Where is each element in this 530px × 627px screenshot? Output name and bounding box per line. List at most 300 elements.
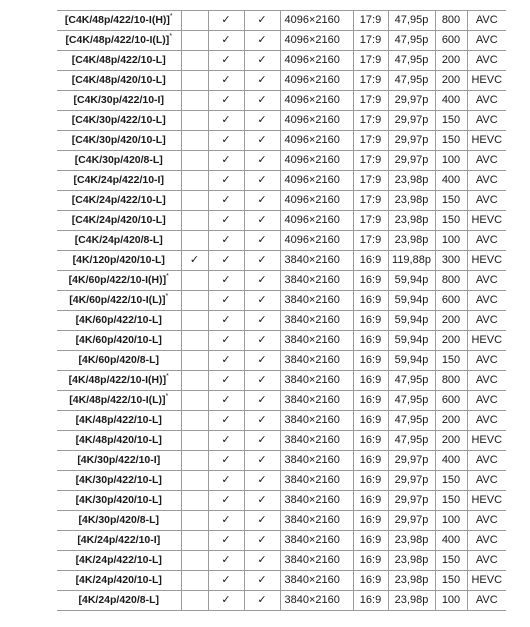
quality-name-cell (57, 11, 181, 31)
codec-cell: HEVC (467, 131, 506, 151)
quality-name-cell (57, 471, 181, 491)
resolution-cell: 3840×2160 (280, 271, 353, 291)
aspect-ratio-cell: 16:9 (353, 511, 388, 531)
quality-name-cell (57, 311, 181, 331)
mode-check-2: ✓ (208, 91, 244, 111)
mode-check-2: ✓ (208, 31, 244, 51)
mode-check-2: ✓ (208, 171, 244, 191)
quality-name-cell (57, 531, 181, 551)
table-row (57, 391, 506, 411)
mode-check-1 (181, 51, 208, 71)
bitrate-cell: 800 (435, 11, 467, 31)
bitrate-cell: 400 (435, 451, 467, 471)
aspect-ratio-cell: 17:9 (353, 111, 388, 131)
aspect-ratio-cell: 17:9 (353, 191, 388, 211)
mode-check-3: ✓ (244, 371, 280, 391)
mode-check-2: ✓ (208, 411, 244, 431)
mode-check-3: ✓ (244, 571, 280, 591)
mode-check-1 (181, 11, 208, 31)
quality-name: [4K/60p/422/10-I(H)] (68, 274, 167, 287)
aspect-ratio-cell: 16:9 (353, 291, 388, 311)
aspect-ratio-cell: 17:9 (353, 91, 388, 111)
resolution-cell: 3840×2160 (280, 291, 353, 311)
mode-check-2: ✓ (208, 351, 244, 371)
quality-name: [C4K/30p/420/8-L] (74, 154, 163, 167)
mode-check-3: ✓ (244, 351, 280, 371)
mode-check-3: ✓ (244, 171, 280, 191)
resolution-cell: 3840×2160 (280, 471, 353, 491)
mode-check-2: ✓ (208, 551, 244, 571)
codec-cell: AVC (467, 471, 506, 491)
bitrate-cell: 600 (435, 391, 467, 411)
frame-rate-cell: 47,95p (388, 431, 435, 451)
table-row (57, 411, 506, 431)
codec-cell: AVC (467, 591, 506, 611)
quality-name: [C4K/24p/422/10-I] (73, 174, 164, 187)
bitrate-cell: 400 (435, 171, 467, 191)
resolution-cell: 4096×2160 (280, 231, 353, 251)
aspect-ratio-cell: 16:9 (353, 351, 388, 371)
table-row (57, 591, 506, 611)
mode-check-3: ✓ (244, 251, 280, 271)
quality-name-cell (57, 411, 181, 431)
quality-name: [4K/120p/420/10-L] (72, 254, 165, 267)
mode-check-3: ✓ (244, 451, 280, 471)
quality-name: [4K/60p/422/10-I(L)] (69, 294, 166, 307)
mode-check-3: ✓ (244, 411, 280, 431)
mode-check-3: ✓ (244, 71, 280, 91)
codec-cell: AVC (467, 351, 506, 371)
aspect-ratio-cell: 16:9 (353, 471, 388, 491)
quality-name-cell (57, 191, 181, 211)
aspect-ratio-cell: 17:9 (353, 211, 388, 231)
quality-name-cell (57, 351, 181, 371)
mode-check-3: ✓ (244, 231, 280, 251)
footnote-marker: * (166, 273, 169, 281)
footnote-marker: * (169, 33, 173, 41)
table-row (57, 351, 506, 371)
mode-check-3: ✓ (244, 551, 280, 571)
mode-check-3: ✓ (244, 391, 280, 411)
resolution-cell: 3840×2160 (280, 431, 353, 451)
mode-check-3: ✓ (244, 491, 280, 511)
mode-check-3: ✓ (244, 151, 280, 171)
mode-check-2: ✓ (208, 271, 244, 291)
resolution-cell: 4096×2160 (280, 131, 353, 151)
quality-name-cell (57, 591, 181, 611)
quality-name: [C4K/48p/420/10-L] (71, 74, 166, 87)
mode-check-3: ✓ (244, 511, 280, 531)
mode-check-3: ✓ (244, 311, 280, 331)
mode-check-3: ✓ (244, 271, 280, 291)
resolution-cell: 4096×2160 (280, 71, 353, 91)
table-row (57, 171, 506, 191)
codec-cell: AVC (467, 311, 506, 331)
frame-rate-cell: 23,98p (388, 531, 435, 551)
quality-name-cell (57, 511, 181, 531)
footnote-marker: * (165, 293, 169, 301)
mode-check-2: ✓ (208, 131, 244, 151)
resolution-cell: 3840×2160 (280, 351, 353, 371)
bitrate-cell: 800 (435, 371, 467, 391)
aspect-ratio-cell: 16:9 (353, 311, 388, 331)
mode-check-2: ✓ (208, 371, 244, 391)
quality-name: [C4K/48p/422/10-I(L)] (65, 34, 170, 47)
quality-name-cell (57, 251, 181, 271)
footnote-marker: * (166, 373, 169, 381)
quality-name-cell (57, 131, 181, 151)
codec-cell: AVC (467, 191, 506, 211)
mode-check-2: ✓ (208, 251, 244, 271)
aspect-ratio-cell: 17:9 (353, 131, 388, 151)
quality-name: [C4K/30p/422/10-I] (73, 94, 164, 107)
bitrate-cell: 150 (435, 351, 467, 371)
table-row (57, 371, 506, 391)
table-row (57, 491, 506, 511)
bitrate-cell: 400 (435, 91, 467, 111)
quality-name: [4K/60p/420/8-L] (78, 354, 160, 367)
mode-check-3: ✓ (244, 31, 280, 51)
frame-rate-cell: 29,97p (388, 511, 435, 531)
mode-check-1 (181, 451, 208, 471)
quality-name: [C4K/24p/422/10-L] (71, 194, 166, 207)
table-row (57, 271, 506, 291)
table-row (57, 31, 506, 51)
table-row (57, 331, 506, 351)
quality-name-cell (57, 551, 181, 571)
codec-cell: AVC (467, 271, 506, 291)
table-row (57, 311, 506, 331)
quality-name-cell (57, 231, 181, 251)
quality-name: [C4K/48p/422/10-I(H)] (64, 14, 170, 27)
bitrate-cell: 150 (435, 211, 467, 231)
mode-check-2: ✓ (208, 451, 244, 471)
codec-cell: AVC (467, 531, 506, 551)
mode-check-1 (181, 571, 208, 591)
mode-check-2: ✓ (208, 491, 244, 511)
mode-check-3: ✓ (244, 191, 280, 211)
quality-name-cell (57, 211, 181, 231)
mode-check-2: ✓ (208, 591, 244, 611)
table-row (57, 71, 506, 91)
mode-check-1 (181, 71, 208, 91)
bitrate-cell: 600 (435, 291, 467, 311)
table-row (57, 211, 506, 231)
frame-rate-cell: 47,95p (388, 71, 435, 91)
codec-cell: AVC (467, 151, 506, 171)
frame-rate-cell: 23,98p (388, 191, 435, 211)
bitrate-cell: 200 (435, 411, 467, 431)
bitrate-cell: 200 (435, 51, 467, 71)
quality-name: [4K/24p/420/8-L] (78, 594, 160, 607)
aspect-ratio-cell: 16:9 (353, 271, 388, 291)
mode-check-1 (181, 311, 208, 331)
quality-name-cell (57, 571, 181, 591)
footnote-marker: * (169, 13, 173, 21)
frame-rate-cell: 23,98p (388, 231, 435, 251)
frame-rate-cell: 47,95p (388, 11, 435, 31)
mode-check-3: ✓ (244, 211, 280, 231)
frame-rate-cell: 119,88p (388, 251, 435, 271)
table-row (57, 191, 506, 211)
bitrate-cell: 150 (435, 551, 467, 571)
frame-rate-cell: 47,95p (388, 411, 435, 431)
aspect-ratio-cell: 16:9 (353, 391, 388, 411)
mode-check-1 (181, 431, 208, 451)
resolution-cell: 3840×2160 (280, 371, 353, 391)
frame-rate-cell: 23,98p (388, 571, 435, 591)
quality-name: [C4K/30p/420/10-L] (71, 134, 166, 147)
bitrate-cell: 200 (435, 71, 467, 91)
bitrate-cell: 200 (435, 331, 467, 351)
resolution-cell: 4096×2160 (280, 171, 353, 191)
bitrate-cell: 200 (435, 431, 467, 451)
resolution-cell: 3840×2160 (280, 491, 353, 511)
aspect-ratio-cell: 17:9 (353, 151, 388, 171)
table-row (57, 251, 506, 271)
recording-quality-table (57, 10, 506, 611)
codec-cell: AVC (467, 451, 506, 471)
resolution-cell: 3840×2160 (280, 591, 353, 611)
aspect-ratio-cell: 16:9 (353, 591, 388, 611)
table-row (57, 11, 506, 31)
frame-rate-cell: 29,97p (388, 451, 435, 471)
quality-name-cell (57, 391, 181, 411)
bitrate-cell: 200 (435, 311, 467, 331)
codec-cell: AVC (467, 11, 506, 31)
resolution-cell: 4096×2160 (280, 31, 353, 51)
mode-check-1 (181, 171, 208, 191)
aspect-ratio-cell: 17:9 (353, 51, 388, 71)
bitrate-cell: 300 (435, 251, 467, 271)
resolution-cell: 3840×2160 (280, 531, 353, 551)
mode-check-2: ✓ (208, 471, 244, 491)
quality-name-cell (57, 91, 181, 111)
table-row (57, 51, 506, 71)
table-row (57, 531, 506, 551)
mode-check-2: ✓ (208, 311, 244, 331)
bitrate-cell: 150 (435, 191, 467, 211)
codec-cell: AVC (467, 551, 506, 571)
table-row (57, 151, 506, 171)
mode-check-3: ✓ (244, 111, 280, 131)
frame-rate-cell: 47,95p (388, 31, 435, 51)
quality-name: [4K/24p/420/10-L] (75, 574, 162, 587)
frame-rate-cell: 29,97p (388, 471, 435, 491)
quality-name-cell (57, 111, 181, 131)
codec-cell: AVC (467, 371, 506, 391)
mode-check-2: ✓ (208, 11, 244, 31)
bitrate-cell: 150 (435, 491, 467, 511)
codec-cell: HEVC (467, 491, 506, 511)
bitrate-cell: 150 (435, 471, 467, 491)
mode-check-1 (181, 471, 208, 491)
resolution-cell: 4096×2160 (280, 111, 353, 131)
mode-check-1 (181, 351, 208, 371)
resolution-cell: 3840×2160 (280, 251, 353, 271)
table-row (57, 111, 506, 131)
bitrate-cell: 150 (435, 571, 467, 591)
frame-rate-cell: 59,94p (388, 271, 435, 291)
mode-check-3: ✓ (244, 11, 280, 31)
quality-name: [4K/48p/422/10-L] (75, 414, 162, 427)
mode-check-1 (181, 531, 208, 551)
quality-name-cell (57, 431, 181, 451)
bitrate-cell: 150 (435, 111, 467, 131)
resolution-cell: 3840×2160 (280, 311, 353, 331)
codec-cell: AVC (467, 411, 506, 431)
aspect-ratio-cell: 16:9 (353, 371, 388, 391)
resolution-cell: 4096×2160 (280, 211, 353, 231)
codec-cell: HEVC (467, 71, 506, 91)
quality-name: [4K/60p/420/10-L] (75, 334, 162, 347)
mode-check-1 (181, 291, 208, 311)
table-row (57, 571, 506, 591)
bitrate-cell: 100 (435, 591, 467, 611)
mode-check-1 (181, 231, 208, 251)
mode-check-1 (181, 511, 208, 531)
mode-check-2: ✓ (208, 391, 244, 411)
frame-rate-cell: 47,95p (388, 51, 435, 71)
codec-cell: AVC (467, 511, 506, 531)
quality-name: [C4K/30p/422/10-L] (71, 114, 166, 127)
table-row (57, 431, 506, 451)
aspect-ratio-cell: 17:9 (353, 71, 388, 91)
codec-cell: AVC (467, 111, 506, 131)
mode-check-2: ✓ (208, 51, 244, 71)
mode-check-1 (181, 111, 208, 131)
quality-name: [4K/24p/422/10-I] (77, 534, 161, 547)
aspect-ratio-cell: 16:9 (353, 571, 388, 591)
quality-name-cell (57, 451, 181, 471)
mode-check-3: ✓ (244, 51, 280, 71)
mode-check-1 (181, 191, 208, 211)
mode-check-2: ✓ (208, 511, 244, 531)
frame-rate-cell: 23,98p (388, 171, 435, 191)
aspect-ratio-cell: 17:9 (353, 11, 388, 31)
aspect-ratio-cell: 16:9 (353, 491, 388, 511)
aspect-ratio-cell: 16:9 (353, 331, 388, 351)
frame-rate-cell: 47,95p (388, 371, 435, 391)
codec-cell: HEVC (467, 571, 506, 591)
quality-name: [4K/48p/420/10-L] (75, 434, 162, 447)
quality-name-cell (57, 71, 181, 91)
resolution-cell: 3840×2160 (280, 411, 353, 431)
quality-name-cell (57, 491, 181, 511)
resolution-cell: 4096×2160 (280, 151, 353, 171)
mode-check-2: ✓ (208, 291, 244, 311)
quality-name-cell (57, 171, 181, 191)
frame-rate-cell: 29,97p (388, 491, 435, 511)
mode-check-3: ✓ (244, 91, 280, 111)
frame-rate-cell: 29,97p (388, 151, 435, 171)
quality-name-cell (57, 31, 181, 51)
mode-check-1 (181, 551, 208, 571)
resolution-cell: 3840×2160 (280, 391, 353, 411)
codec-cell: AVC (467, 231, 506, 251)
quality-name-cell (57, 151, 181, 171)
quality-name: [C4K/48p/422/10-L] (71, 54, 166, 67)
mode-check-1 (181, 31, 208, 51)
bitrate-cell: 400 (435, 531, 467, 551)
mode-check-3: ✓ (244, 131, 280, 151)
table-row (57, 551, 506, 571)
codec-cell: HEVC (467, 431, 506, 451)
mode-check-1 (181, 91, 208, 111)
resolution-cell: 4096×2160 (280, 51, 353, 71)
mode-check-1 (181, 391, 208, 411)
codec-cell: AVC (467, 91, 506, 111)
mode-check-1 (181, 151, 208, 171)
mode-check-2: ✓ (208, 71, 244, 91)
resolution-cell: 3840×2160 (280, 511, 353, 531)
quality-name: [C4K/24p/420/10-L] (71, 214, 166, 227)
resolution-cell: 4096×2160 (280, 11, 353, 31)
mode-check-1 (181, 371, 208, 391)
mode-check-1 (181, 131, 208, 151)
mode-check-2: ✓ (208, 571, 244, 591)
footnote-marker: * (165, 393, 169, 401)
codec-cell: AVC (467, 31, 506, 51)
table-row (57, 91, 506, 111)
frame-rate-cell: 23,98p (388, 591, 435, 611)
quality-name: [4K/48p/422/10-I(L)] (69, 394, 166, 407)
quality-name: [C4K/24p/420/8-L] (74, 234, 163, 247)
quality-name: [4K/30p/420/8-L] (78, 514, 160, 527)
resolution-cell: 3840×2160 (280, 331, 353, 351)
quality-name: [4K/24p/422/10-L] (75, 554, 162, 567)
mode-check-2: ✓ (208, 191, 244, 211)
table-row (57, 471, 506, 491)
frame-rate-cell: 23,98p (388, 551, 435, 571)
quality-name-cell (57, 271, 181, 291)
aspect-ratio-cell: 16:9 (353, 251, 388, 271)
resolution-cell: 3840×2160 (280, 571, 353, 591)
aspect-ratio-cell: 16:9 (353, 531, 388, 551)
frame-rate-cell: 47,95p (388, 391, 435, 411)
mode-check-2: ✓ (208, 151, 244, 171)
codec-cell: AVC (467, 291, 506, 311)
frame-rate-cell: 29,97p (388, 111, 435, 131)
codec-cell: HEVC (467, 211, 506, 231)
mode-check-2: ✓ (208, 331, 244, 351)
frame-rate-cell: 59,94p (388, 331, 435, 351)
mode-check-1 (181, 331, 208, 351)
mode-check-3: ✓ (244, 431, 280, 451)
table-row (57, 451, 506, 471)
codec-cell: HEVC (467, 331, 506, 351)
quality-name: [4K/60p/422/10-L] (75, 314, 162, 327)
mode-check-1 (181, 211, 208, 231)
bitrate-cell: 100 (435, 151, 467, 171)
mode-check-3: ✓ (244, 531, 280, 551)
aspect-ratio-cell: 16:9 (353, 431, 388, 451)
frame-rate-cell: 59,94p (388, 311, 435, 331)
mode-check-2: ✓ (208, 111, 244, 131)
mode-check-3: ✓ (244, 471, 280, 491)
table-row (57, 231, 506, 251)
resolution-cell: 3840×2160 (280, 451, 353, 471)
mode-check-2: ✓ (208, 431, 244, 451)
codec-cell: HEVC (467, 251, 506, 271)
quality-name-cell (57, 331, 181, 351)
aspect-ratio-cell: 16:9 (353, 551, 388, 571)
mode-check-3: ✓ (244, 291, 280, 311)
bitrate-cell: 800 (435, 271, 467, 291)
resolution-cell: 4096×2160 (280, 191, 353, 211)
frame-rate-cell: 59,94p (388, 351, 435, 371)
table-body (57, 11, 506, 611)
